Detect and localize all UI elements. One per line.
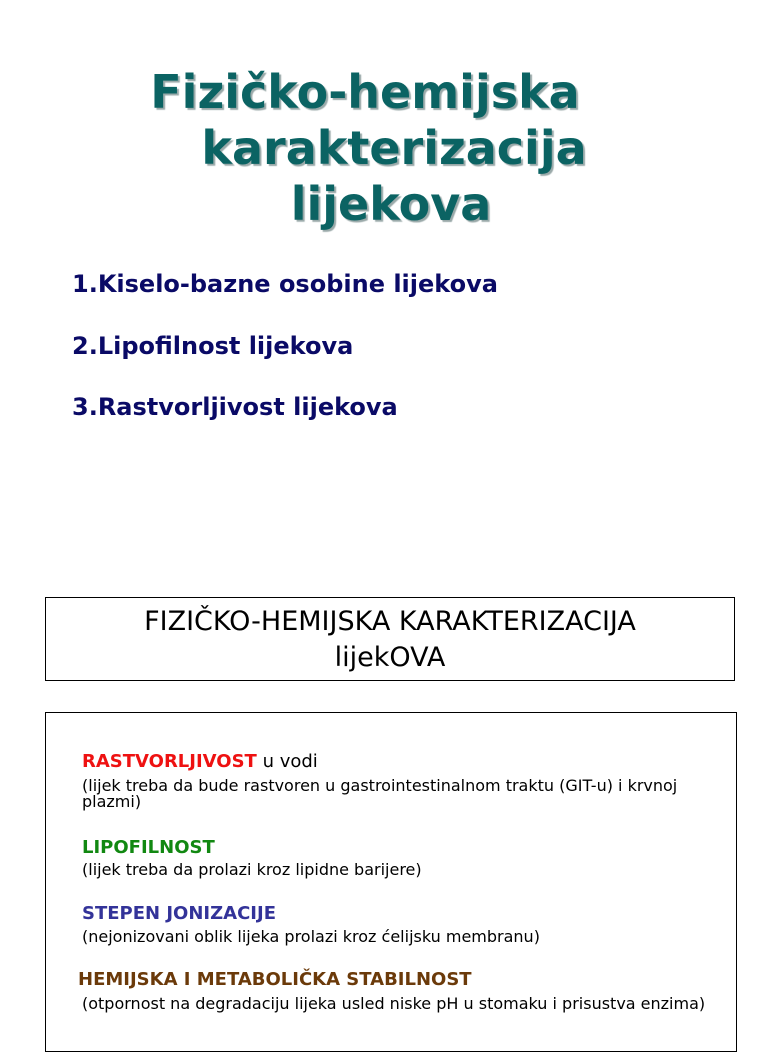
property-term: LIPOFILNOST <box>82 837 215 858</box>
slide-title-line-1: Fizičko-hemijska <box>150 65 580 119</box>
section-title-box <box>45 597 735 681</box>
section-title-line-1: FIZIČKO-HEMIJSKA KARAKTERIZACIJA <box>144 606 636 637</box>
property-solubility <box>82 751 318 773</box>
slide-title-line-2: karakterizacija <box>201 121 587 175</box>
property-description: (lijek treba da bude rastvoren u gastrointestinalnom traktu (GIT-u) i krvnoj plazmi) <box>82 776 678 811</box>
topic-item-2: 2.Lipofilnost lijekova <box>72 332 354 360</box>
property-description: (nejonizovani oblik lijeka prolazi kroz ćelijsku membranu) <box>82 927 540 946</box>
topic-item-1: 1.Kiselo-bazne osobine lijekova <box>72 270 498 298</box>
property-term: RASTVORLJIVOST <box>82 751 257 772</box>
property-suffix: u vodi <box>256 751 318 772</box>
property-ionization <box>82 903 276 925</box>
property-description: (otpornost na degradaciju lijeka usled niske pH u stomaku i prisustva enzima) <box>82 994 706 1013</box>
section-title-line-2: lijekOVA <box>334 642 446 673</box>
property-term: HEMIJSKA I METABOLIČKA STABILNOST <box>78 969 472 990</box>
slide-title <box>0 64 730 232</box>
property-term: STEPEN JONIZACIJE <box>82 903 277 924</box>
slide-title-line-3: lijekova <box>290 177 492 231</box>
property-description: (lijek treba da prolazi kroz lipidne barijere) <box>82 860 422 879</box>
topic-item-3: 3.Rastvorljivost lijekova <box>72 393 398 421</box>
property-lipophilicity <box>82 837 215 859</box>
property-stability <box>78 969 472 991</box>
